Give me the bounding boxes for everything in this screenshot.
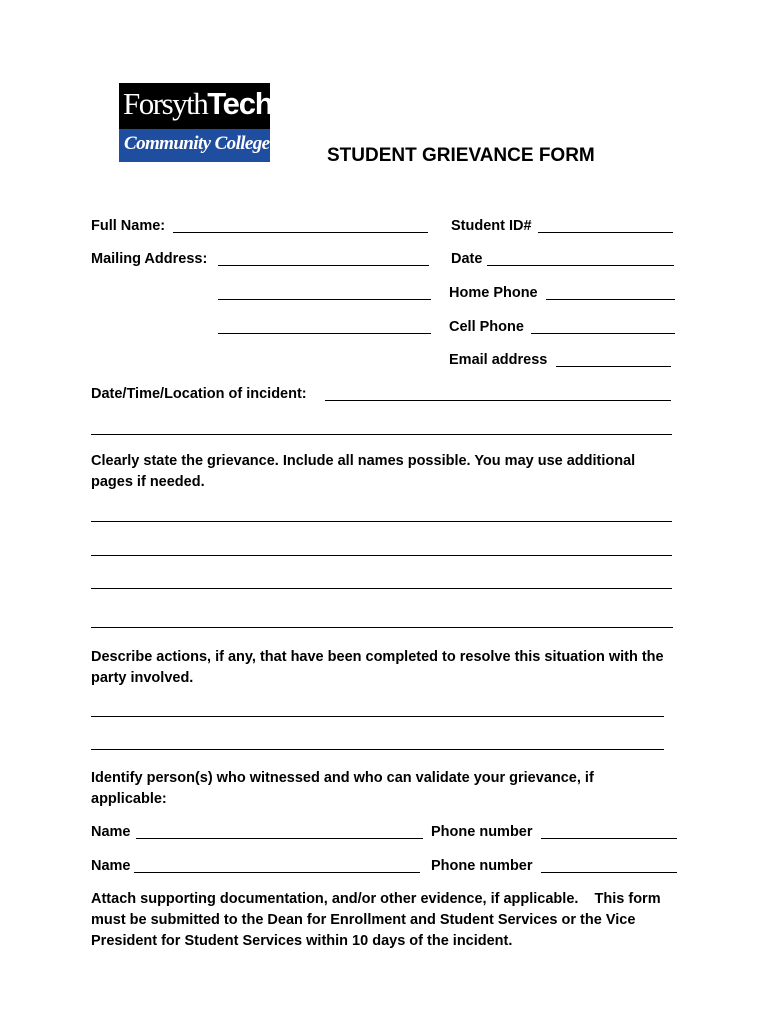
actions-line-2[interactable] (91, 749, 664, 750)
full-name-label: Full Name: (91, 218, 166, 234)
logo-top-band (119, 83, 273, 129)
witness-name-1-input-line[interactable] (136, 838, 423, 839)
logo-subtitle: Community College (124, 133, 270, 154)
grievance-line-2[interactable] (91, 555, 672, 556)
date-input-line[interactable] (487, 265, 674, 266)
witness-prompt: Identify person(s) who witnessed and who can validate your grievance, if applicable: (91, 770, 594, 807)
home-phone-label: Home Phone (449, 285, 538, 301)
witness-phone-1-label: Phone number (431, 824, 533, 840)
incident-input-line-2[interactable] (91, 434, 672, 435)
logo-bottom-band (119, 129, 270, 162)
mailing-address-label: Mailing Address: (91, 251, 208, 267)
submission-instructions: Attach supporting documentation, and/or other evidence, if applicable. This form must be submitted to the Dean for Enrollment and Student Services or the Vice President for Student Services within 10 days of the incident. (91, 891, 665, 949)
mailing-address-line-2[interactable] (218, 299, 431, 300)
incident-input-line[interactable] (325, 400, 671, 401)
mailing-address-line-3[interactable] (218, 333, 431, 334)
student-id-label: Student ID# (451, 218, 532, 234)
date-label: Date (451, 251, 483, 267)
cell-phone-label: Cell Phone (449, 319, 524, 335)
witness-name-2-input-line[interactable] (134, 872, 420, 873)
witness-name-1-label: Name (91, 824, 131, 840)
incident-label: Date/Time/Location of incident: (91, 386, 307, 402)
email-label: Email address (449, 352, 548, 368)
home-phone-input-line[interactable] (546, 299, 675, 300)
email-input-line[interactable] (556, 366, 671, 367)
grievance-line-4[interactable] (91, 627, 673, 628)
witness-phone-2-input-line[interactable] (541, 872, 677, 873)
form-title: STUDENT GRIEVANCE FORM (327, 145, 595, 166)
mailing-address-line-1[interactable] (218, 265, 429, 266)
student-id-input-line[interactable] (538, 232, 673, 233)
grievance-prompt: Clearly state the grievance. Include all names possible. You may use additional pages if needed. (91, 453, 636, 490)
witness-name-2-label: Name (91, 858, 131, 874)
witness-phone-2-label: Phone number (431, 858, 533, 874)
college-logo (119, 83, 273, 162)
grievance-line-1[interactable] (91, 521, 672, 522)
actions-line-1[interactable] (91, 716, 664, 717)
cell-phone-input-line[interactable] (531, 333, 675, 334)
witness-phone-1-input-line[interactable] (541, 838, 677, 839)
logo-wordmark: ForsythTech (123, 86, 273, 121)
full-name-input-line[interactable] (173, 232, 428, 233)
grievance-line-3[interactable] (91, 588, 672, 589)
actions-prompt: Describe actions, if any, that have been completed to resolve this situation with the party involved. (91, 649, 664, 686)
